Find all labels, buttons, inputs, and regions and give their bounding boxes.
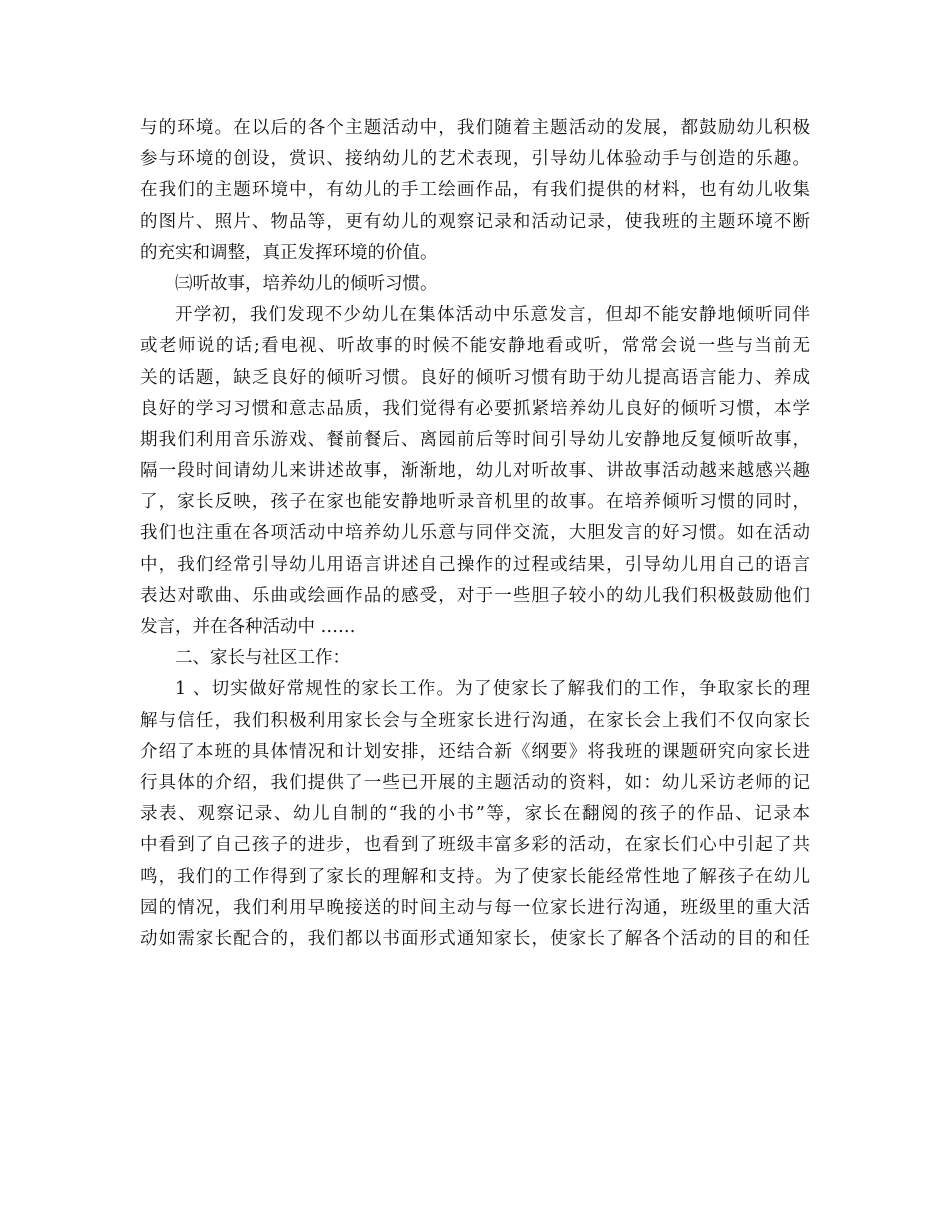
text-line: 与的环境。在以后的各个主题活动中，我们随着主题活动的发展，都鼓励幼儿积极: [140, 118, 810, 138]
text-line: 录表、观察记录、幼儿自制的“我的小书”等，家长在翻阅的孩子的作品、记录本: [140, 804, 810, 825]
text-line: 隔一段时间请幼儿来讲述故事，渐渐地，幼儿对听故事、讲故事活动越来越感兴趣: [140, 461, 810, 482]
text-line: 1 、切实做好常规性的家长工作。为了使家长了解我们的工作，争取家长的理: [175, 679, 810, 700]
section-heading: ㈢听故事，培养幼儿的倾听习惯。: [175, 273, 438, 294]
text-line: 参与环境的创设，赏识、接纳幼儿的艺术表现，引导幼儿体验动手与创造的乐趣。: [140, 149, 810, 170]
text-line: 园的情况，我们利用早晚接送的时间主动与每一位家长进行沟通，班级里的重大活: [140, 897, 810, 918]
body-text: [140, 113, 810, 955]
text-line: 鸣，我们的工作得到了家长的理解和支持。为了使家长能经常性地了解孩子在幼儿: [140, 866, 810, 887]
text-line: 介绍了本班的具体情况和计划安排，还结合新《纲要》将我班的课题研究向家长进: [140, 741, 810, 762]
text-line: 发言，并在各种活动中 ……: [140, 617, 356, 637]
text-line: 我们也注重在各项活动中培养幼儿乐意与同伴交流，大胆发言的好习惯。如在活动: [140, 523, 810, 544]
text-line: 行具体的介绍，我们提供了一些已开展的主题活动的资料，如：幼儿采访老师的记: [140, 772, 810, 793]
text-line: 中，我们经常引导幼儿用语言讲述自己操作的过程或结果，引导幼儿用自己的语言: [140, 554, 810, 575]
text-line: 良好的学习习惯和意志品质，我们觉得有必要抓紧培养幼儿良好的倾听习惯，本学: [140, 398, 810, 419]
text-line: 中看到了自己孩子的进步，也看到了班级丰富多彩的活动，在家长们心中引起了共: [140, 835, 810, 856]
text-line: 解与信任，我们积极利用家长会与全班家长进行沟通，在家长会上我们不仅向家长: [140, 710, 810, 731]
text-line: 关的话题，缺乏良好的倾听习惯。良好的倾听习惯有助于幼儿提高语言能力、养成: [140, 367, 810, 388]
text-line: 在我们的主题环境中，有幼儿的手工绘画作品，有我们提供的材料，也有幼儿收集: [140, 180, 810, 201]
text-line: 期我们利用音乐游戏、餐前餐后、离园前后等时间引导幼儿安静地反复倾听故事，: [140, 429, 810, 450]
text-line: 了，家长反映，孩子在家也能安静地听录音机里的故事。在培养倾听习惯的同时，: [140, 492, 810, 513]
text-line: 开学初，我们发现不少幼儿在集体活动中乐意发言，但却不能安静地倾听同伴: [175, 305, 810, 326]
section-heading: 二、家长与社区工作：: [175, 648, 350, 669]
text-line: 表达对歌曲、乐曲或绘画作品的感受，对于一些胆子较小的幼儿我们积极鼓励他们: [140, 585, 810, 606]
text-line: 动如需家长配合的，我们都以书面形式通知家长，使家长了解各个活动的目的和任: [140, 928, 810, 949]
text-line: 的充实和调整，真正发挥环境的价值。: [140, 242, 438, 263]
text-line: 的图片、照片、物品等，更有幼儿的观察记录和活动记录，使我班的主题环境不断: [140, 211, 810, 232]
text-line: 或老师说的话;看电视、听故事的时候不能安静地看或听，常常会说一些与当前无: [140, 336, 810, 357]
